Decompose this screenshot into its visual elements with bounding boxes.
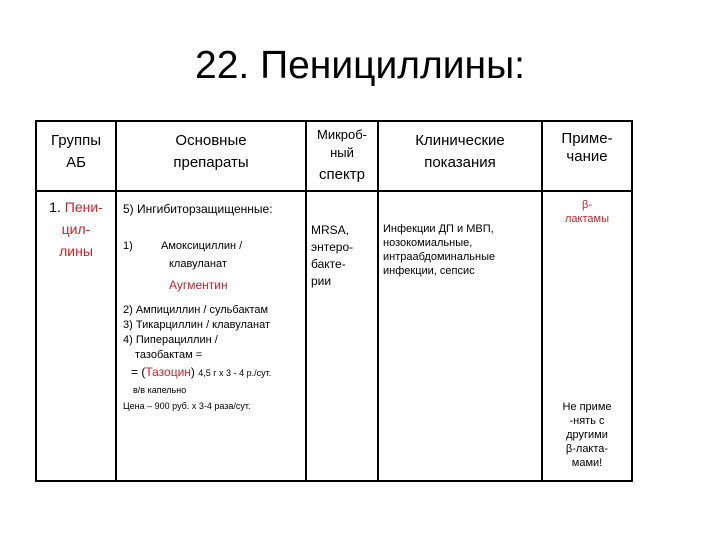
header-clinical-line: Клинические — [415, 132, 505, 149]
page-title: 22. Пенициллины: — [195, 44, 525, 87]
group-name-part: лины — [59, 243, 93, 259]
drug-price: Цена – 900 руб. х 3-4 раза/сут. — [123, 401, 251, 411]
drug-brand: Тазоцин — [145, 365, 191, 379]
drugs-heading: 5) Ингибиторзащищенные: — [123, 202, 273, 216]
header-clinical-line: показания — [424, 154, 496, 171]
microbe-cell — [306, 191, 378, 481]
note-cell — [542, 191, 632, 481]
note-line: мами! — [571, 457, 603, 469]
note-line: лактамы — [565, 213, 609, 225]
note-line: другими — [566, 429, 608, 441]
brand-suffix: ) — [190, 365, 195, 379]
drug-item: 4) Пиперациллин / — [123, 334, 218, 346]
drugs-cell — [116, 191, 306, 481]
header-clinical — [378, 121, 542, 191]
brand-prefix: = ( — [131, 365, 146, 379]
drug-item: клавуланат — [169, 258, 227, 270]
note-top — [543, 198, 631, 226]
drug-item: 2) Ампициллин / сульбактам — [123, 304, 269, 316]
group-line — [37, 196, 115, 218]
clinical-line: инфекции, сепсис — [383, 265, 475, 277]
drug-brand: Аугментин — [169, 278, 228, 292]
group-name-part: цил- — [61, 221, 91, 237]
microbe-line: рии — [311, 274, 332, 288]
clinical-line: нозокомиальные, — [383, 237, 473, 249]
header-drugs-line: Основные — [175, 132, 247, 149]
note-line: β- — [582, 199, 592, 211]
group-prefix: 1. — [49, 199, 65, 215]
header-drugs — [116, 121, 306, 191]
group-name-part: Пени- — [64, 199, 103, 215]
group-cell — [36, 191, 116, 481]
clinical-cell — [378, 191, 542, 481]
drug-dose: 4,5 г х 3 - 4 р./сут. — [198, 368, 272, 378]
drug-item: 3) Тикарциллин / клавуланат — [123, 319, 271, 331]
header-group-line: Группы — [51, 132, 101, 149]
note-line: -нять с — [569, 415, 605, 427]
microbe-line: бакте- — [311, 257, 346, 271]
penicillins-row — [36, 191, 632, 481]
drug-item: тазобактам = — [135, 349, 203, 361]
header-note-line: Приме- — [561, 130, 613, 147]
header-row — [36, 121, 632, 191]
header-microbe-line: Микроб- — [316, 127, 367, 142]
header-note — [542, 121, 632, 191]
microbe-line: энтеро- — [311, 240, 354, 254]
note-bottom — [543, 400, 631, 470]
drug-admin: в/в капельно — [133, 385, 187, 395]
header-drugs-line: препараты — [173, 154, 249, 171]
microbe-line: MRSA, — [311, 223, 350, 237]
clinical-line: интраабдоминальные — [383, 251, 496, 263]
clinical-line: Инфекции ДП и МВП, — [383, 223, 494, 235]
note-line: Не приме — [562, 401, 612, 413]
header-microbe — [306, 121, 378, 191]
header-group — [36, 121, 116, 191]
drug-item: Амоксициллин / — [161, 240, 243, 252]
header-note-line: чание — [566, 148, 608, 165]
header-microbe-line: спектр — [319, 166, 365, 183]
header-group-line: АБ — [66, 154, 86, 171]
drug-item-brand-line — [131, 365, 271, 379]
penicillins-table — [35, 120, 633, 482]
drug-item-number: 1) — [123, 240, 133, 252]
note-line: β-лакта- — [565, 443, 609, 455]
header-microbe-line: ный — [330, 145, 354, 160]
